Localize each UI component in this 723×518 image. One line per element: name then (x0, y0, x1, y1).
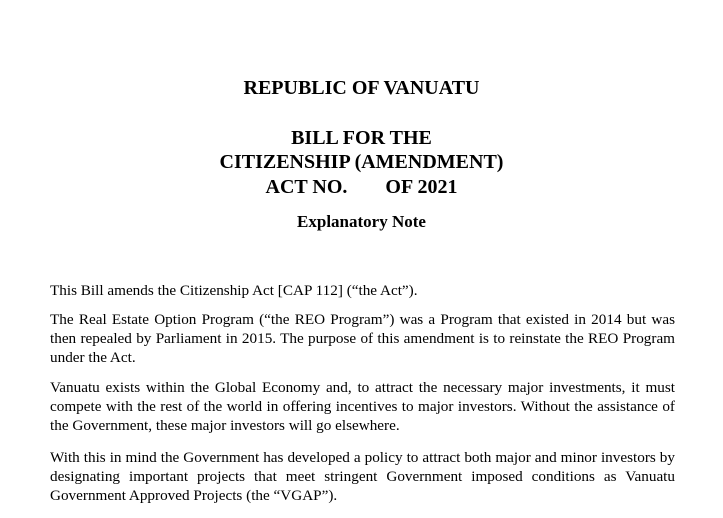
bill-title-line-2: CITIZENSHIP (AMENDMENT) (219, 151, 504, 173)
paragraph-3: Vanuatu exists within the Global Economy and, to attract the necessary major investments, it must compete with the rest of the world in offering incentives to major investors. Without the assistance of the Government, these major investors will go elsewhere. (50, 379, 675, 435)
paragraph-1: This Bill amends the Citizenship Act [CAP 112] (“the Act”). (50, 282, 418, 299)
paragraph-2: The Real Estate Option Program (“the REO Program”) was a Program that existed in 2014 but was then repealed by Parliament in 2015. The purpose of this amendment is to reinstate the REO Program under the Act. (50, 311, 675, 367)
country-heading: REPUBLIC OF VANUATU (243, 77, 480, 99)
act-number-label: ACT NO. (265, 176, 348, 198)
paragraph-4: With this in mind the Government has developed a policy to attract both major and minor investors by designating important projects that meet stringent Government imposed conditions as Vanuatu Government Approved Projects (the “VGAP”). (50, 449, 675, 505)
bill-title-line-3 (0, 175, 723, 199)
act-year-label: OF 2021 (385, 176, 458, 198)
section-heading: Explanatory Note (297, 212, 426, 231)
bill-title-line-1: BILL FOR THE (291, 127, 432, 149)
